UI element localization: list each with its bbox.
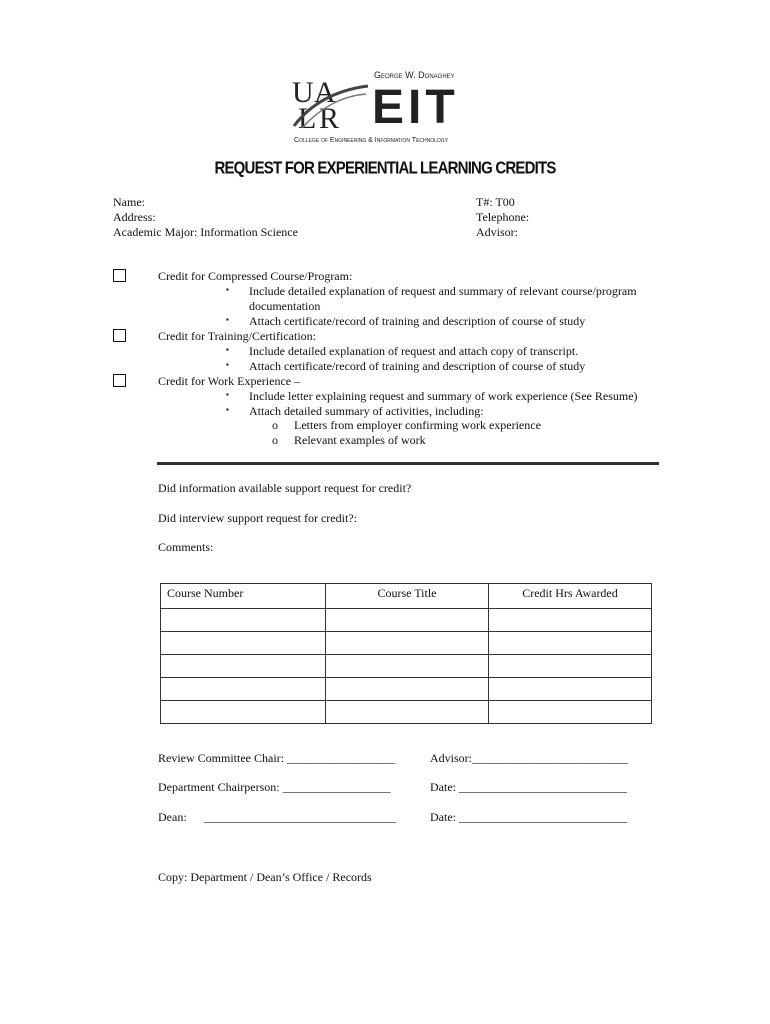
cell-course-number[interactable]	[161, 678, 326, 701]
copy-distribution: Copy: Department / Dean’s Office / Records	[158, 870, 372, 884]
table-header-row	[161, 584, 652, 609]
bullet-icon: ▪	[226, 360, 229, 369]
logo-letter-a: A	[314, 76, 336, 109]
bullet-icon: ▪	[226, 390, 229, 399]
sub-bullet-text: Letters from employer confirming work experience	[294, 418, 541, 432]
form-title: REQUEST FOR EXPERIENTIAL LEARNING CREDITS	[214, 158, 556, 179]
table-row	[161, 678, 652, 701]
training-certification-checkbox[interactable]	[113, 329, 126, 342]
address-field[interactable]: Address:	[113, 210, 156, 224]
cell-credit-hrs[interactable]	[489, 655, 652, 678]
department-chairperson-signature[interactable]: Department Chairperson: __________________	[158, 780, 391, 794]
question-info-support: Did information available support request for credit?	[158, 481, 412, 495]
logo-letter-r: R	[319, 102, 340, 135]
option-label-work: Credit for Work Experience –	[158, 374, 301, 388]
question-interview-support: Did interview support request for credit?:	[158, 511, 357, 525]
section-divider	[157, 462, 659, 465]
cell-course-number[interactable]	[161, 701, 326, 724]
bullet-text: Include detailed explanation of request and summary of relevant course/program	[249, 284, 637, 298]
date-field[interactable]: Date: ____________________________	[430, 780, 627, 794]
sub-bullet-text: Relevant examples of work	[294, 433, 426, 447]
date-field[interactable]: Date: ____________________________	[430, 810, 627, 824]
comments-label: Comments:	[158, 540, 214, 554]
bullet-icon: ▪	[226, 345, 229, 354]
bullet-text: Include letter explaining request and summary of work experience (See Resume)	[249, 389, 638, 403]
cell-credit-hrs[interactable]	[489, 632, 652, 655]
logo-swoosh-icon	[292, 82, 372, 132]
ualr-eit-logo	[292, 70, 467, 148]
dean-signature-line[interactable]: ________________________________	[204, 810, 396, 824]
bullet-text: Attach certificate/record of training and description of course of study	[249, 314, 586, 328]
col-header-credit-hrs: Credit Hrs Awarded	[489, 584, 652, 609]
col-header-course-number: Course Number	[161, 584, 326, 609]
advisor-field[interactable]: Advisor:	[476, 225, 518, 239]
compressed-course-checkbox[interactable]	[113, 269, 126, 282]
cell-course-number[interactable]	[161, 632, 326, 655]
bullet-icon: ▪	[226, 315, 229, 324]
cell-course-title[interactable]	[326, 701, 489, 724]
logo-letter-u: U	[292, 76, 314, 109]
bullet-icon: ▪	[226, 405, 229, 414]
option-label-compressed: Credit for Compressed Course/Program:	[158, 269, 353, 283]
credit-table	[160, 583, 652, 724]
cell-course-number[interactable]	[161, 609, 326, 632]
bullet-text: documentation	[249, 299, 321, 313]
table-row	[161, 609, 652, 632]
table-row	[161, 655, 652, 678]
advisor-signature[interactable]: Advisor:__________________________	[430, 751, 628, 765]
logo-letter-l: L	[298, 102, 317, 135]
bullet-icon: ▪	[226, 285, 229, 294]
name-field[interactable]: Name:	[113, 195, 145, 209]
review-committee-chair-signature[interactable]: Review Committee Chair: __________________	[158, 751, 395, 765]
work-experience-checkbox[interactable]	[113, 374, 126, 387]
cell-course-title[interactable]	[326, 609, 489, 632]
sub-bullet-icon: o	[272, 418, 278, 432]
bullet-text: Attach detailed summary of activities, including:	[249, 404, 484, 418]
cell-course-title[interactable]	[326, 632, 489, 655]
cell-course-title[interactable]	[326, 678, 489, 701]
table-row	[161, 701, 652, 724]
cell-course-title[interactable]	[326, 655, 489, 678]
t-number-field[interactable]: T#: T00	[476, 195, 515, 209]
academic-major-field[interactable]: Academic Major: Information Science	[113, 225, 298, 239]
logo-eit: EIT	[372, 81, 459, 134]
bullet-text: Include detailed explanation of request and attach copy of transcript.	[249, 344, 579, 358]
cell-credit-hrs[interactable]	[489, 678, 652, 701]
logo-top-line: George W. Donaghey	[374, 70, 455, 80]
option-label-training: Credit for Training/Certification:	[158, 329, 316, 343]
telephone-field[interactable]: Telephone:	[476, 210, 530, 224]
dean-label: Dean:	[158, 810, 187, 824]
cell-credit-hrs[interactable]	[489, 701, 652, 724]
logo-bottom-line: College of Engineering & Information Technology	[294, 137, 449, 144]
col-header-course-title: Course Title	[326, 584, 489, 609]
bullet-text: Attach certificate/record of training and description of course of study	[249, 359, 586, 373]
cell-course-number[interactable]	[161, 655, 326, 678]
cell-credit-hrs[interactable]	[489, 609, 652, 632]
sub-bullet-icon: o	[272, 433, 278, 447]
table-row	[161, 632, 652, 655]
